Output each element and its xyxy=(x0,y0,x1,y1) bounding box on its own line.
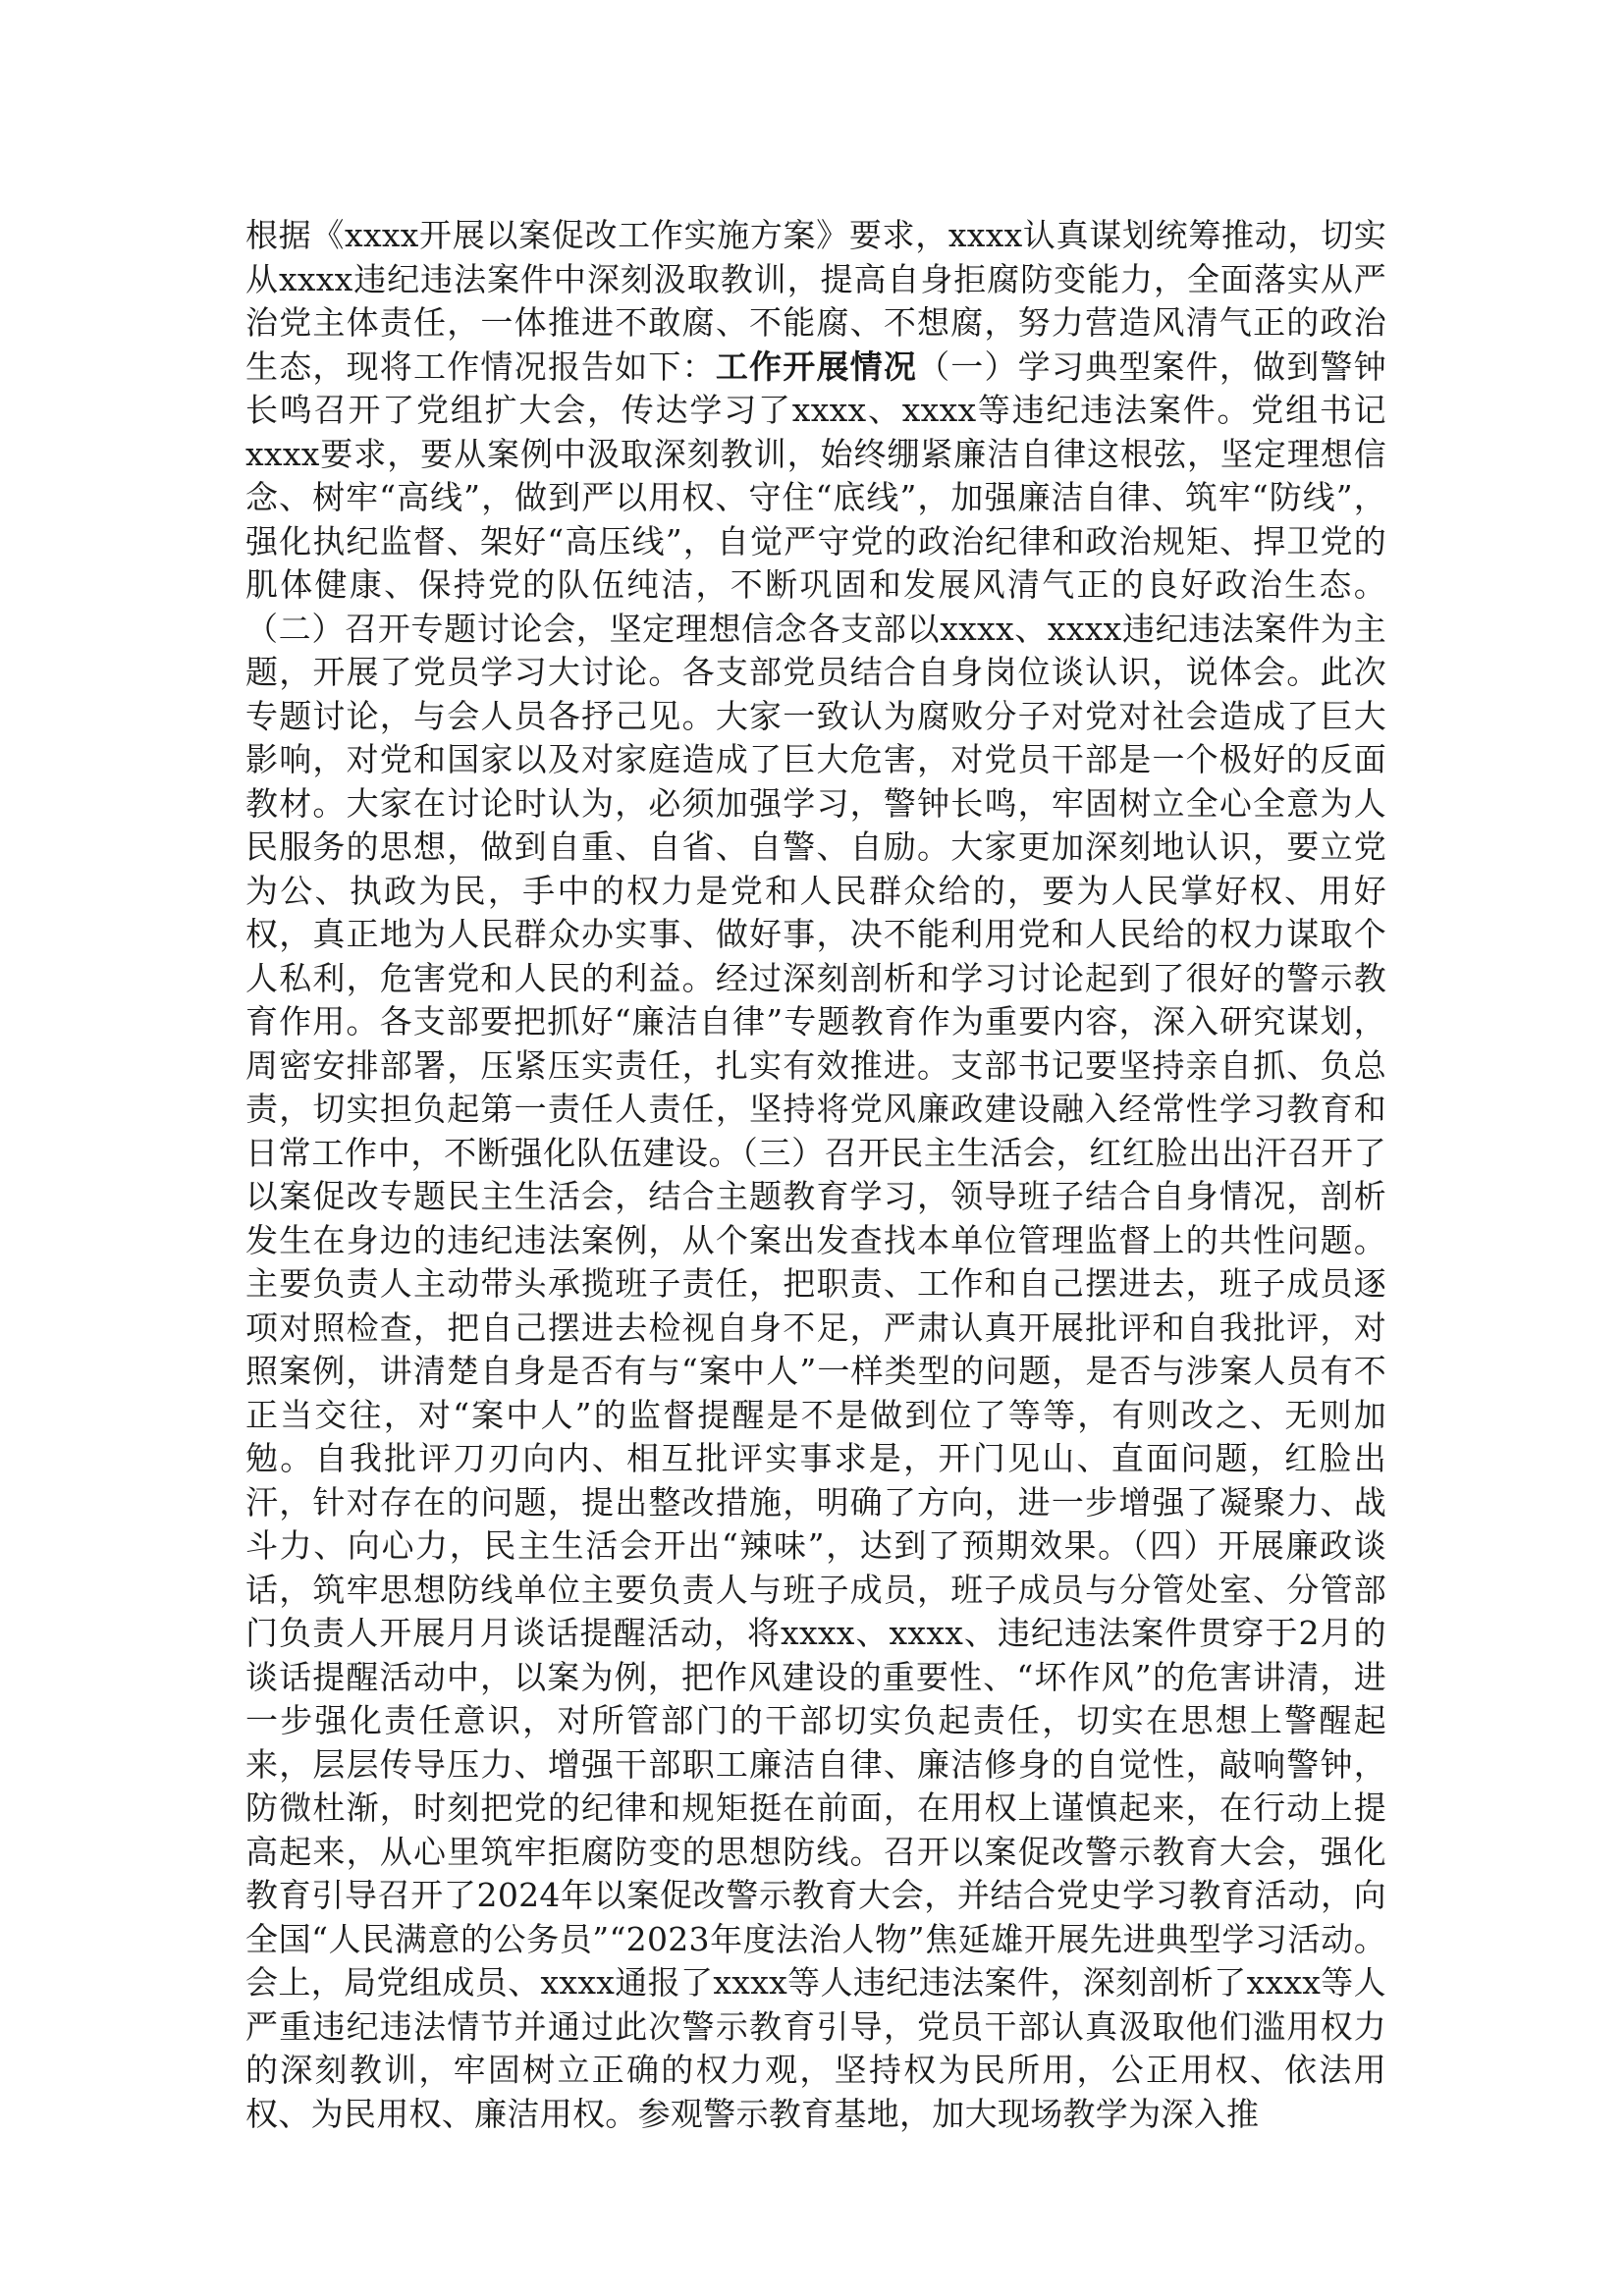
body-intro: 根据《xxxx开展以案促改工作实施方案》要求，xxxx认真谋划统筹推动，切实从xxxx违纪违法案件中深刻汲取教训，提高自身拒腐防变能力，全面落实从严治党主体责任，一体推进不敢腐、不能腐、不想腐，努力营造风清气正的政治生态，现将工作情况报告如下： xyxy=(245,216,1386,386)
section-heading: 工作开展情况 xyxy=(715,347,918,386)
document-body xyxy=(245,214,1386,2136)
body-main: （一）学习典型案件，做到警钟长鸣召开了党组扩大会，传达学习了xxxx、xxxx等违纪违法案件。党组书记xxxx要求，要从案例中汲取深刻教训，始终绷紧廉洁自律这根弦，坚定理想信念、树牢“高线”，做到严以用权、守住“底线”，加强廉洁自律、筑牢“防线”，强化执纪监督、架好“高压线”，自觉严守党的政治纪律和政治规矩、捍卫党的肌体健康、保持党的队伍纯洁，不断巩固和发展风清气正的良好政治生态。（二）召开专题讨论会，坚定理想信念各支部以xxxx、xxxx违纪违法案件为主题，开展了党员学习大讨论。各支部党员结合自身岗位谈认识，说体会。此次专题讨论，与会人员各抒己见。大家一致认为腐败分子对党对社会造成了巨大影响，对党和国家以及对家庭造成了巨大危害，对党员干部是一个极好的反面教材。大家在讨论时认为，必须加强学习，警钟长鸣，牢固树立全心全意为人民服务的思想，做到自重、自省、自警、自励。大家更加深刻地认识，要立党为公、执政为民，手中的权力是党和人民群众给的，要为人民掌好权、用好权，真正地为人民群众办实事、做好事，决不能利用党和人民给的权力谋取个人私利，危害党和人民的利益。经过深刻剖析和学习讨论起到了很好的警示教育作用。各支部要把抓好“廉洁自律”专题教育作为重要内容，深入研究谋划，周密安排部署，压紧压实责任，扎实有效推进。支部书记要坚持亲自抓、负总责，切实担负起第一责任人责任，坚持将党风廉政建设融入经常性学习教育和日常工作中，不断强化队伍建设。（三）召开民主生活会，红红脸出出汗召开了以案促改专题民主生活会，结合主题教育学习，领导班子结合自身情况，剖析发生在身边的违纪违法案例，从个案出发查找本单位管理监督上的共性问题。主要负责人主动带头承揽班子责任，把职责、工作和自己摆进去，班子成员逐项对照检查，把自己摆进去检视自身不足，严肃认真开展批评和自我批评，对照案例，讲清楚自身是否有与“案中人”一样类型的问题，是否与涉案人员有不正当交往，对“案中人”的监督提醒是不是做到位了等等，有则改之、无则加勉。自我批评刀刃向内、相互批评实事求是，开门见山、直面问题，红脸出汗，针对存在的问题，提出整改措施，明确了方向，进一步增强了凝聚力、战斗力、向心力，民主生活会开出“辣味”，达到了预期效果。（四）开展廉政谈话，筑牢思想防线单位主要负责人与班子成员，班子成员与分管处室、分管部门负责人开展月月谈话提醒活动，将xxxx、xxxx、违纪违法案件贯穿于2月的谈话提醒活动中，以案为例，把作风建设的重要性、“坏作风”的危害讲清，进一步强化责任意识，对所管部门的干部切实负起责任，切实在思想上警醒起来，层层传导压力、增强干部职工廉洁自律、廉洁修身的自觉性，敲响警钟，防微杜渐，时刻把党的纪律和规矩挺在前面，在用权上谨慎起来，在行动上提高起来，从心里筑牢拒腐防变的思想防线。召开以案促改警示教育大会，强化教育引导召开了2024年以案促改警示教育大会，并结合党史学习教育活动，向全国“人民满意的公务员”“2023年度法治人物”焦延雄开展先进典型学习活动。会上，局党组成员、xxxx通报了xxxx等人违纪违法案件，深刻剖析了xxxx等人严重违纪违法情节并通过此次警示教育引导，党员干部认真汲取他们滥用权力的深刻教训，牢固树立正确的权力观，坚持权为民所用，公正用权、依法用权、为民用权、廉洁用权。参观警示教育基地，加大现场教学为深入推 xyxy=(245,347,1386,2133)
